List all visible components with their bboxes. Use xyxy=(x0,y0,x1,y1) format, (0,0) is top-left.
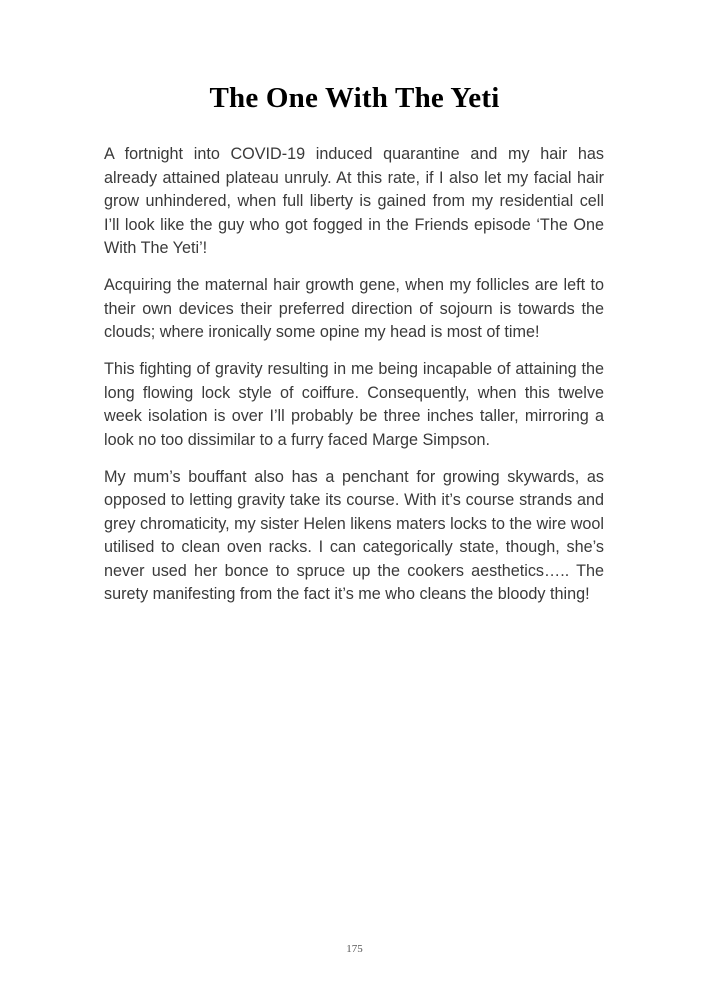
paragraph-3: This fighting of gravity resulting in me being incapable of attaining the long flowing lock style of coiffure. Consequently, when this twelve week isolation is over I’ll probably be three inches taller, mirroring a look no too dissimilar to a furry faced Marge Simpson. xyxy=(104,360,604,449)
page-number: 175 xyxy=(346,943,363,955)
paragraph-2: Acquiring the maternal hair growth gene, when my follicles are left to their own devices their preferred direction of sojourn is towards the clouds; where ironically some opine my head is most of time! xyxy=(104,276,604,341)
paragraph-4: My mum’s bouffant also has a penchant for growing skywards, as opposed to letting gravity take its course. With it’s course strands and grey chromaticity, my sister Helen likens maters locks to the wire wool utilised to clean oven racks. I can categorically state, though, she’s never used her bonce to spruce up the cookers aesthetics….. The surety manifesting from the fact it’s me who cleans the bloody thing! xyxy=(104,467,604,603)
chapter-title: The One With The Yeti xyxy=(209,82,500,114)
paragraph-1: A fortnight into COVID-19 induced quarantine and my hair has already attained plateau unruly. At this rate, if I also let my facial hair grow unhindered, when full liberty is gained from my residential cell I’ll look like the guy who got fogged in the Friends episode ‘The One With The Yeti’! xyxy=(104,145,604,257)
chapter-body xyxy=(104,143,604,620)
